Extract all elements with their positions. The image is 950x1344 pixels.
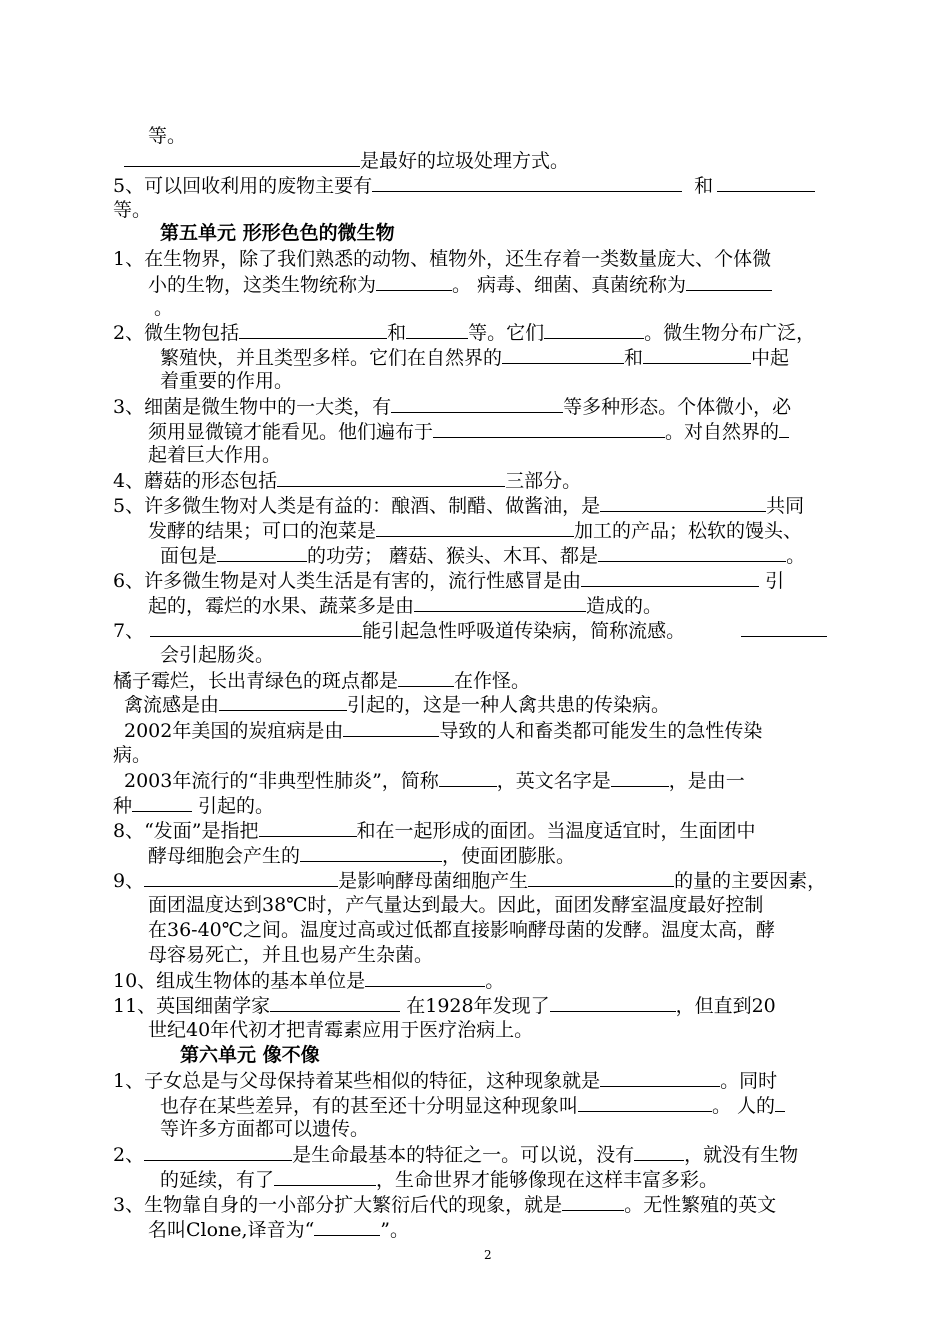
text: 世纪40年代初才把青霉素应用于医疗治病上。: [148, 1019, 534, 1041]
heading-text: 第五单元 形形色色的微生物: [160, 222, 395, 244]
text: 和: [694, 175, 714, 197]
text: 3、生物靠自身的一小部分扩大繁衍后代的现象，就是: [113, 1194, 563, 1216]
text-line: [113, 818, 756, 843]
fill-blank[interactable]: [406, 320, 468, 339]
text-line: [113, 993, 776, 1018]
text: 等。: [113, 199, 152, 221]
text: 2、: [113, 1144, 145, 1166]
text: 共同: [766, 495, 805, 517]
text: 6、许多微生物是对人类生活是有害的，流行性感冒是由: [113, 570, 582, 592]
fill-blank[interactable]: [775, 1093, 785, 1112]
text: 中起: [751, 347, 790, 369]
text-line: [148, 518, 802, 543]
text: 导致的人和畜类都可能发生的急性传染: [439, 720, 763, 742]
text: 和: [624, 347, 644, 369]
fill-blank[interactable]: [634, 1142, 684, 1161]
text: 2003年流行的“非典型性肺炎”，简称: [124, 770, 439, 792]
text: 起的，霉烂的水果、蔬菜多是由: [148, 595, 415, 617]
text: 能引起急性呼吸道传染病，简称流感。: [362, 620, 686, 642]
text: 面包是: [160, 545, 218, 567]
fill-blank[interactable]: [391, 394, 563, 413]
text: 引起的。: [192, 795, 275, 817]
text-line: [113, 1192, 776, 1217]
fill-blank[interactable]: [239, 320, 387, 339]
text: 。: [485, 970, 505, 992]
unit-6-heading: [180, 1043, 320, 1067]
fill-blank[interactable]: [741, 618, 827, 637]
fill-blank[interactable]: [217, 543, 307, 562]
text-line: [160, 369, 293, 393]
text: ，英文名字是: [496, 770, 611, 792]
text: 的功劳； 蘑菇、猴头、木耳、都是: [307, 545, 599, 567]
fill-blank[interactable]: [132, 793, 192, 812]
fill-blank[interactable]: [270, 993, 400, 1012]
text: 造成的。: [586, 595, 663, 617]
text-line: [124, 692, 670, 717]
text-line: [148, 1018, 533, 1042]
fill-blank[interactable]: [528, 868, 674, 887]
text: 2002年美国的炭疽病是由: [124, 720, 344, 742]
text: 会引起肠炎。: [160, 644, 275, 666]
fill-blank[interactable]: [717, 173, 815, 192]
fill-blank[interactable]: [144, 1142, 292, 1161]
fill-blank[interactable]: [433, 419, 665, 438]
text: 也存在某些差异，有的甚至还十分明显这种现象叫: [160, 1095, 579, 1117]
text-line: [113, 1142, 798, 1167]
text: 等。: [148, 125, 187, 147]
text: 是影响酵母菌细胞产生: [338, 870, 529, 892]
fill-blank[interactable]: [643, 345, 751, 364]
text-line: [113, 618, 827, 643]
text: 在36-40℃之间。温度过高或过低都直接影响酵母菌的发酵。温度太高，酵: [148, 919, 776, 941]
text-line: [113, 320, 815, 345]
text: 。微生物分布广泛，: [644, 322, 816, 344]
unit-5-heading: [160, 221, 395, 245]
text: 在1928年发现了: [400, 995, 550, 1017]
text: ，就没有生物: [684, 1144, 799, 1166]
fill-blank[interactable]: [611, 768, 669, 787]
text: 橘子霉烂，长出青绿色的斑点都是: [113, 670, 399, 692]
text: 是最好的垃圾处理方式。: [360, 150, 570, 172]
text-line: [124, 768, 745, 793]
fill-blank[interactable]: [600, 493, 766, 512]
text: 的延续，有了: [160, 1169, 275, 1191]
fill-blank[interactable]: [600, 1068, 720, 1087]
fill-blank[interactable]: [372, 173, 682, 192]
text-line: [113, 198, 151, 222]
text-line: [148, 443, 281, 467]
text-line: [160, 543, 805, 568]
text-line: [148, 943, 433, 967]
fill-blank[interactable]: [150, 618, 362, 637]
text-line: [148, 272, 772, 297]
text: 。无性繁殖的英文: [624, 1194, 777, 1216]
text-line: [113, 868, 826, 893]
text: 种: [113, 795, 133, 817]
text: 引起的，这是一种人禽共患的传染病。: [347, 694, 671, 716]
fill-blank[interactable]: [144, 868, 338, 887]
text-line: [160, 1117, 369, 1141]
text: 11、英国细菌学家: [113, 995, 271, 1017]
text: 等许多方面都可以遗传。: [160, 1118, 370, 1140]
text-line: [148, 593, 662, 618]
text-line: [160, 643, 274, 667]
text: ”。: [380, 1219, 410, 1241]
page-number: 2: [484, 1248, 492, 1262]
text-line: [148, 124, 186, 148]
text: 。: [154, 297, 174, 319]
text: 5、许多微生物对人类是有益的：酿酒、制醋、做酱油，是: [113, 495, 601, 517]
text: 病。: [113, 744, 152, 766]
text: ，但直到20: [675, 995, 776, 1017]
text: 10、组成生物体的基本单位是: [113, 970, 366, 992]
text: ，生命世界才能够像现在这样丰富多彩。: [376, 1169, 719, 1191]
text-line: [113, 968, 504, 993]
text-line: [113, 793, 274, 818]
text: 。 人的: [712, 1095, 776, 1117]
fill-blank[interactable]: [578, 1093, 712, 1112]
text: 是生命最基本的特征之一。可以说，没有: [292, 1144, 635, 1166]
fill-blank[interactable]: [414, 593, 586, 612]
fill-blank[interactable]: [343, 718, 439, 737]
fill-blank[interactable]: [439, 768, 497, 787]
text: 加工的产品；松软的馒头、: [574, 520, 803, 542]
text: 2、微生物包括: [113, 322, 240, 344]
text: 7、: [113, 620, 151, 642]
text: 4、蘑菇的形态包括: [113, 470, 278, 492]
heading-text: 第六单元 像不像: [180, 1044, 320, 1066]
text: 。对自然界的: [665, 421, 780, 443]
text: 1、子女总是与父母保持着某些相似的特征，这种现象就是: [113, 1070, 601, 1092]
fill-blank[interactable]: [277, 468, 505, 487]
text: 三部分。: [505, 470, 582, 492]
text: 起着巨大作用。: [148, 444, 282, 466]
text: 的量的主要因素，: [674, 870, 827, 892]
text: 繁殖快，并且类型多样。它们在自然界的: [160, 347, 503, 369]
text: 1、在生物界，除了我们熟悉的动物、植物外，还生存着一类数量庞大、个体微: [113, 248, 772, 270]
fill-blank[interactable]: [376, 518, 574, 537]
text: 着重要的作用。: [160, 370, 294, 392]
text: 5、可以回收利用的废物主要有: [113, 175, 373, 197]
text-line: [148, 843, 575, 868]
text: 。 病毒、细菌、真菌统称为: [452, 274, 687, 296]
text: 发酵的结果；可口的泡菜是: [148, 520, 377, 542]
fill-blank[interactable]: [398, 668, 454, 687]
text-line: [160, 1093, 785, 1118]
question-5-recycle: [113, 173, 815, 198]
fill-blank[interactable]: [300, 843, 442, 862]
text: 小的生物，这类生物统称为: [148, 274, 377, 296]
text-line: [124, 718, 762, 743]
fill-blank[interactable]: [376, 272, 452, 291]
text-line: [148, 893, 763, 917]
text-line: [113, 493, 804, 518]
text: 等。它们: [468, 322, 545, 344]
text: 等多种形态。个体微小，必: [563, 396, 792, 418]
text-line: [160, 345, 789, 370]
text-line: [113, 1068, 777, 1093]
text-line: [148, 419, 789, 444]
text: 。同时: [720, 1070, 778, 1092]
text: 在作怪。: [454, 670, 531, 692]
text: 引: [759, 570, 785, 592]
fill-blank[interactable]: [550, 993, 676, 1012]
fill-blank[interactable]: [219, 692, 347, 711]
text-line: [113, 394, 791, 419]
text-line: [113, 668, 530, 693]
text-line: [160, 1167, 718, 1192]
text-line: [148, 1217, 409, 1242]
text-line: [113, 247, 771, 271]
fill-blank[interactable]: [544, 320, 644, 339]
fill-blank[interactable]: [581, 568, 759, 587]
text: 9、: [113, 870, 145, 892]
fill-blank[interactable]: [779, 419, 789, 438]
text-line: [154, 296, 173, 320]
text: 和: [387, 322, 407, 344]
text-line: [148, 918, 775, 942]
text: 。: [786, 545, 806, 567]
fill-blank[interactable]: [365, 968, 485, 987]
text: 和在一起形成的面团。当温度适宜时，生面团中: [356, 820, 756, 842]
fill-blank[interactable]: [274, 1167, 376, 1186]
fill-blank[interactable]: [259, 818, 357, 837]
text: 酵母细胞会产生的: [148, 845, 301, 867]
fill-blank[interactable]: [562, 1192, 624, 1211]
text: 名叫Clone,译音为“: [148, 1219, 315, 1241]
fill-blank[interactable]: [686, 272, 772, 291]
text: 8、“发面”是指把: [113, 820, 259, 842]
text: 禽流感是由: [124, 694, 220, 716]
fill-blank[interactable]: [502, 345, 624, 364]
fill-blank[interactable]: [598, 543, 786, 562]
text: ，使面团膨胀。: [442, 845, 576, 867]
text-line: [113, 568, 784, 593]
text-line: [113, 743, 151, 767]
text-line: [124, 148, 569, 173]
text: 面团温度达到38℃时，产气量达到最大。因此，面团发酵室温度最好控制: [148, 894, 764, 916]
text: 母容易死亡，并且也易产生杂菌。: [148, 944, 434, 966]
text: 3、细菌是微生物中的一大类，有: [113, 396, 392, 418]
text-line: [113, 468, 581, 493]
fill-blank[interactable]: [124, 148, 360, 167]
text: ，是由一: [668, 770, 745, 792]
text: 须用显微镜才能看见。他们遍布于: [148, 421, 434, 443]
fill-blank[interactable]: [314, 1217, 380, 1236]
